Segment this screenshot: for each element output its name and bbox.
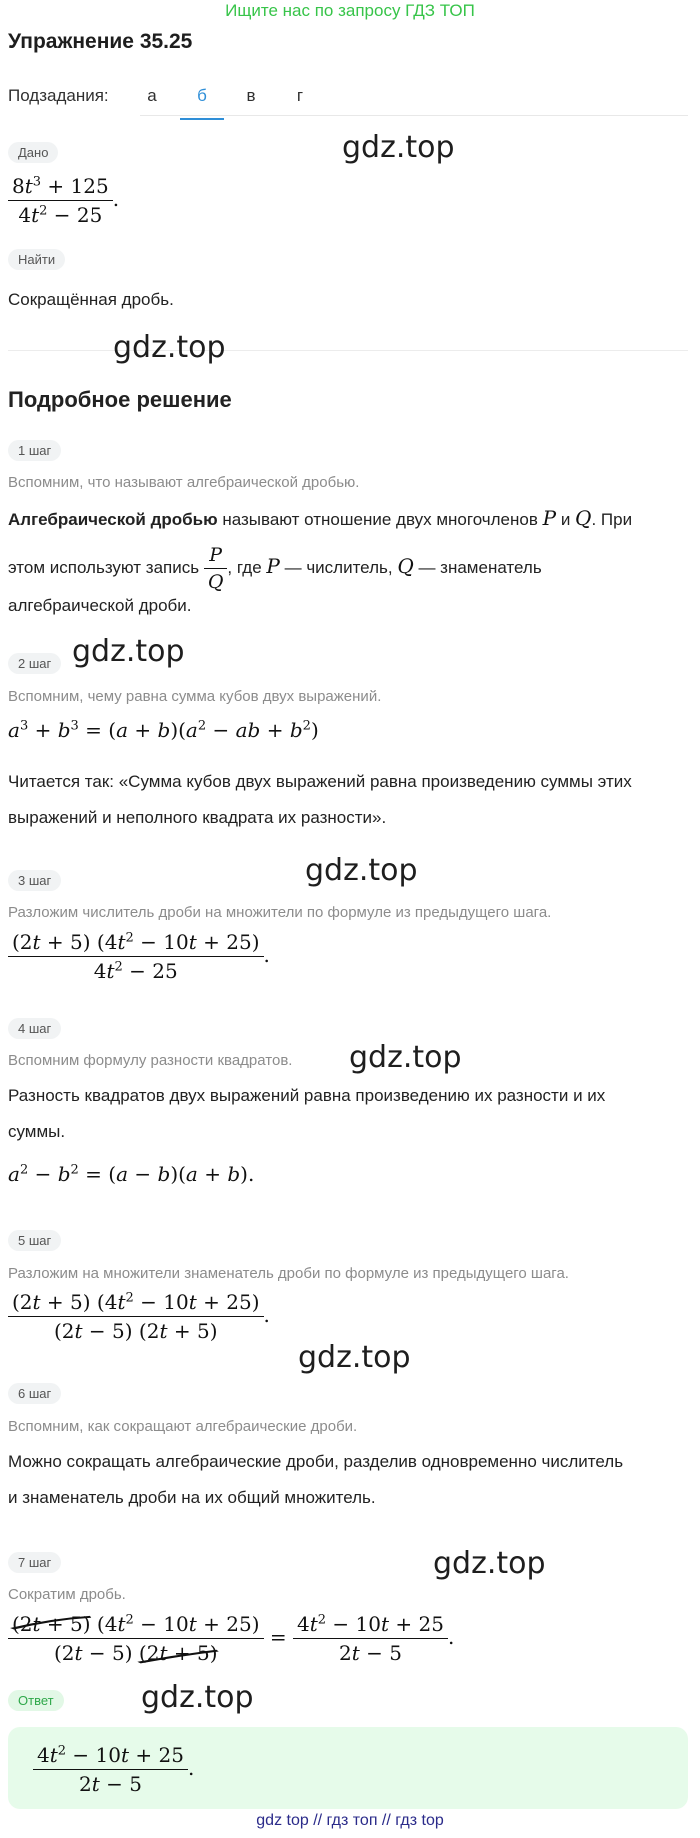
find-text: Сокращённая дробь. [8,290,174,309]
step-1-badge: 1 шаг [8,440,61,461]
solution-title: Подробное решение [8,387,232,412]
watermark: gdz.top [298,1340,411,1375]
step-2-line-2: выражений и неполного квадрата их разности». [8,808,387,827]
step-5-badge: 5 шаг [8,1230,61,1251]
watermark: gdz.top [342,130,455,165]
page-title: Упражнение 35.25 [8,30,193,53]
step-2-line-1: Читается так: «Сумма кубов двух выражений равна произведению суммы этих [8,772,632,791]
subtasks-label: Подзадания: [8,86,109,105]
step-5-expression: $\frac{(2t + 5) (4t^2 - 10t + 25)}{(2t - 5) (2t + 5)}$ . [8,1290,270,1343]
step-7-expression: (2t + 5) $(4t^2 - 10t + 25)$ (2t − 5) (2t + 5) = $\frac{4t^2 - 10t + 25}{2t - 5}$ . [8,1612,454,1665]
step-1-line-1: Алгебраической дробью называют отношение двух многочленов P и Q. При [8,506,633,530]
step-7-hint: Сократим дробь. [8,1586,126,1603]
step-6-line-1: Можно сокращать алгебраические дроби, разделив одновременно числитель [8,1452,624,1471]
step-6-hint: Вспомним, как сокращают алгебраические дроби. [8,1418,358,1435]
step-5-hint: Разложим на множители знаменатель дроби по формуле из предыдущего шага. [8,1265,569,1282]
step-6-badge: 6 шаг [8,1383,61,1404]
watermark: gdz.top [113,330,226,365]
step-7-badge: 7 шаг [8,1552,61,1573]
cancelled-factor: (2t + 5) [12,1612,91,1636]
step-3-expression: $\frac{(2t + 5) (4t^2 - 10t + 25)}{4t^2 - 25}$ . [8,930,270,983]
step-2-formula: $a^3 + b^3 = (a + b)(a^2$ − ab + $b^2$) [8,718,319,742]
tab-b[interactable]: б [180,86,224,120]
tab-a[interactable]: а [147,86,157,105]
given-badge: Дано [8,142,58,163]
answer-badge: Ответ [8,1690,64,1711]
search-banner: Ищите нас по запросу ГДЗ ТОП [225,1,475,20]
watermark: gdz.top [141,1680,254,1715]
watermark: gdz.top [433,1546,546,1581]
step-4-badge: 4 шаг [8,1018,61,1039]
step-4-line-1: Разность квадратов двух выражений равна произведению их разности и их [8,1086,606,1105]
step-1-line-2: этом используют запись $\frac{P}{Q}$ , где P — числитель, Q — знаменатель [8,544,542,593]
tab-g[interactable]: г [296,86,304,105]
step-1-hint: Вспомним, что называют алгебраической дробью. [8,474,360,491]
step-3-badge: 3 шаг [8,870,61,891]
tabs-divider [140,115,688,116]
step-4-line-2: суммы. [8,1122,66,1141]
watermark: gdz.top [349,1040,462,1075]
step-4-formula: $a^2 - b^2 = (a - b)(a + b)$. [8,1162,255,1186]
find-badge: Найти [8,249,65,270]
step-2-badge: 2 шаг [8,653,61,674]
step-6-line-2: и знаменатель дроби на их общий множитель. [8,1488,376,1507]
watermark: gdz.top [72,634,185,669]
tab-v[interactable]: в [246,86,256,105]
given-expression: $\frac{8t^3 + 125}{4t^2 - 25}$ . [8,174,119,227]
step-2-hint: Вспомним, чему равна сумма кубов двух выражений. [8,688,382,705]
section-divider [8,350,688,351]
step-3-hint: Разложим числитель дроби на множители по формуле из предыдущего шага. [8,904,552,921]
term-bold: Алгебраической дробью [8,510,218,529]
step-4-hint: Вспомним формулу разности квадратов. [8,1052,293,1069]
footer-links[interactable]: gdz top // гдз топ // гдз top [256,1812,444,1829]
answer-expression: $\frac{4t^2 - 10t + 25}{2t - 5}$ . [33,1743,194,1796]
watermark: gdz.top [305,853,418,888]
cancelled-factor: (2t + 5) [138,1641,218,1665]
step-1-line-3: алгебраической дроби. [8,596,192,615]
